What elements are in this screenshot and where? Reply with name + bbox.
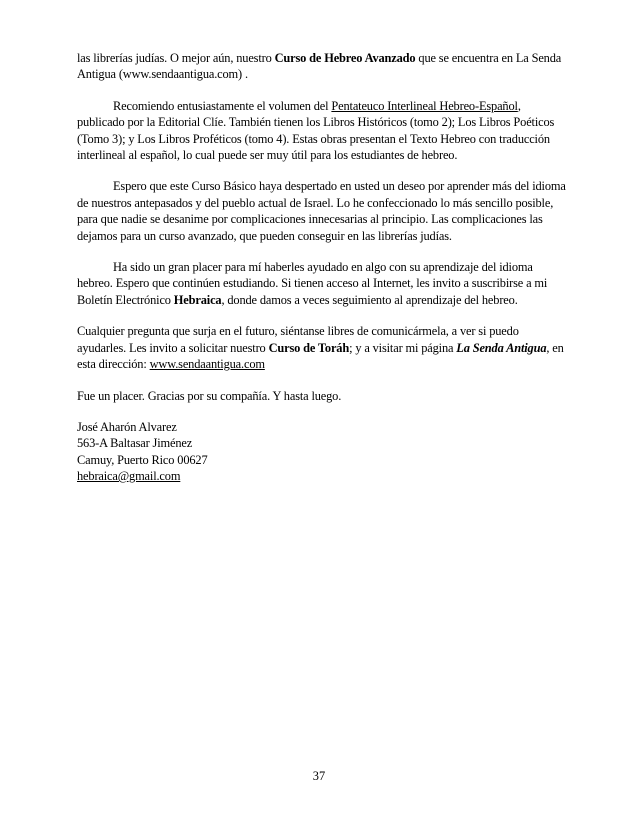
signature-block [77, 419, 567, 485]
text-run: , en esta dirección: [77, 340, 564, 372]
text-run: , donde damos a veces seguimiento al aprendizaje del hebreo. [221, 292, 518, 307]
address-line-1: 563-A Baltasar Jiménez [77, 436, 193, 451]
website-title: La Senda Antigua [456, 340, 547, 355]
paragraph-preguntas [77, 323, 567, 372]
paragraph-espero: Espero que este Curso Básico haya despertado en usted un deseo por aprender más del idioma de nuestros antepasados y del pueblo actual de Israel. Lo he confeccionado lo más sencillo posible, para que nadie se desanime por complicaciones innecesarias al principio. Las complicaciones las dejamos para un curso avanzado, que pueden conseguir en las librerías judías. [77, 179, 566, 243]
email-link[interactable]: hebraica@gmail.com [77, 469, 181, 484]
advanced-course-title: Curso de Hebreo Avanzado [274, 51, 416, 65]
newsletter-name: Hebraica [173, 292, 222, 307]
paragraph-despedida: Fue un placer. Gracias por su compañía. Y hasta luego. [77, 388, 342, 403]
text-run: Recomiendo entusiastamente el volumen del [113, 98, 332, 113]
paragraph-librerias [77, 50, 567, 83]
text-run: ; y a visitar mi página [349, 340, 457, 355]
text-run: , publicado por la Editorial Clíe. También tienen los Libros Históricos (tomo 2); Los Libros Poéticos (Tomo 3); y Los Libros Proféticos (tomo 4). Estas obras presentan el Texto Hebreo con traducción interlineal al español, lo cual puede ser muy útil para los estudiantes de hebreo. [77, 98, 555, 163]
address-line-2: Camuy, Puerto Rico 00627 [77, 452, 208, 467]
pentateuco-title: Pentateuco Interlineal Hebreo-Español [331, 98, 518, 113]
document-body [77, 50, 567, 485]
torah-course-title: Curso de Toráh [268, 340, 350, 355]
author-name: José Aharón Alvarez [77, 419, 177, 434]
paragraph-placer [77, 259, 567, 308]
text-run: las librerías judías. O mejor aún, nuestro [77, 51, 275, 65]
text-run: Cualquier pregunta que surja en el futuro, siéntanse libres de comunicármela, a ver si puedo ayudarles. Les invito a solicitar nuestro [77, 324, 519, 355]
website-link[interactable]: www.sendaantigua.com [149, 357, 265, 372]
paragraph-recomiendo [77, 98, 567, 164]
page-number: 37 [312, 769, 326, 783]
text-run: Ha sido un gran placer para mí haberles ayudado en algo con su aprendizaje del idioma hebreo. Espero que continúen estudiando. Si tienen acceso al Internet, les invito a suscribirse a mi Boletín Electrónico [77, 260, 548, 307]
text-run: que se encuentra en La Senda Antigua (www.sendaantigua.com) . [77, 51, 562, 82]
